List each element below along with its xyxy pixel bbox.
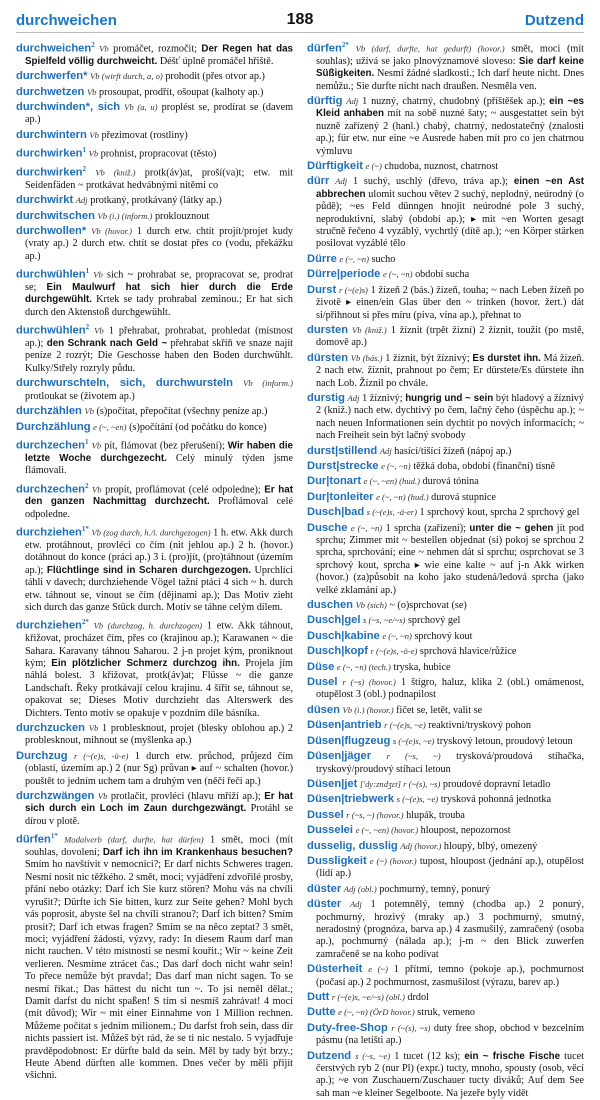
example-translation: Uprchlíci táhli v davech; durchziehende Vögel tažní ptáci 4 sich ~ h. durch etw. táhnout se, vinout se čím (dějinami ap.); Das Motiv zieht sich durch das ganze Stück durch. Motiv se táhne celým dílem. (25, 564, 293, 613)
example-phrase: Es durstet ihn. (472, 352, 541, 364)
page-header (16, 10, 584, 33)
dictionary-entry (307, 253, 584, 266)
dictionary-entry (307, 991, 584, 1004)
entry-translation: 1 durch etw. průchod, průjezd čím (oblastí, územím ap.) 2 (nur Sg) průvan ▸ auf ~ schalten (hovor.) pouštět to jedním uchem tam a druhým ven (něčí řeči ap.) (25, 750, 294, 787)
dictionary-entry (307, 475, 584, 488)
entry-translation: 1 nuzný, chatrný, chudobný (příštěšek ap.); (362, 96, 550, 108)
grammar-info: e (~) (365, 161, 382, 172)
example-translation: ulomit suchou větev 2 suchý, neplodný, neúrodný (o půdě); ~es Feld dünngen hnojit neúrodné pole 3 suchý, neproduktivní, slabý (období ap.); ▸ mit ~en Worten gesagt stručně řečeno 4 vyzáblý, vychrtlý (dítě ap.); ~en Körper stärken posilovat vyzáblé tělo (316, 188, 584, 250)
homonym-number: 2 (91, 41, 95, 49)
grammar-info: s (~s, ~e/~s) (363, 615, 406, 626)
grammar-info: Vb (99, 43, 109, 54)
grammar-info: Adj (75, 195, 88, 206)
dictionary-entry (16, 163, 293, 192)
grammar-info: Adj (hovor.) (400, 840, 442, 851)
grammar-info: Vb (97, 791, 108, 802)
grammar-info: Vb (88, 148, 99, 159)
entry-headword: Dusch|kopf (307, 645, 368, 658)
entry-headword: durchzechen (16, 482, 86, 495)
entry-translation: chudoba, nuznost, chatrnost (384, 161, 499, 173)
entry-headword: Düsen|jet (307, 777, 358, 790)
dictionary-entry (307, 630, 584, 643)
entry-headword: durchwetzen (16, 85, 85, 98)
entry-headword: durchziehen (16, 619, 82, 632)
dictionary-entry (16, 523, 293, 614)
entry-translation: protloukat se (životem ap.) (25, 390, 135, 402)
dictionary-entry (16, 750, 293, 788)
entry-translation: proudové dopravní letadlo (442, 778, 551, 790)
dictionary-entry (307, 750, 584, 776)
homonym-number: 1 (85, 267, 90, 276)
example-translation: Nesmí žádné sladkosti.; Ich darf heute nicht. Dnes nemůžu.; Sie durfte nicht nach draußen. Nesměla ven. (316, 68, 584, 92)
entry-translation: 1 štígro, haluz, klika 2 (obl.) omámenost, otupělost 3 (obl.) podnapilost (316, 677, 585, 701)
entry-headword: Durst (307, 283, 337, 296)
dictionary-entry (16, 480, 293, 522)
grammar-info: Adj (obl.) (343, 883, 377, 894)
example-translation: mít na sobě nuzné šaty; ~ ausgestattet sein být nuzně zařízený 2 (hanl.) chabý, chatrný, nedostatečný (znalosti ap.); für etw. nur eine ~e Ausrede haben mít pro co jen chatrnou výmluvu (316, 108, 584, 157)
example-phrase: hungrig und ~ sein (405, 392, 494, 404)
dictionary-entry (307, 855, 584, 881)
dictionary-entry (16, 421, 293, 434)
entry-translation: propít, proflámovat (celé odpoledne); (105, 483, 265, 495)
dictionary-entry (307, 809, 584, 822)
grammar-info: r (~(e)s) (338, 284, 368, 295)
dictionary-entry (16, 321, 293, 375)
left-column (16, 39, 294, 1082)
grammar-info: Vb (a, u) (124, 102, 158, 113)
entry-translation: 1 smět, moci (mít souhlas, dovolení; (25, 834, 294, 859)
dictionary-entry (16, 616, 293, 720)
entry-translation: 1 žízeň 2 (bás.) žízeň, touha; ~ nach Leben žízeň po životě ▸ einen/ein Glas über den ~ trinken (hovor. žert.) dát si/přihnout si přes míru (piva, vína ap.), přehnat to (316, 284, 585, 321)
entry-translation: hasící/tišící žízeň (nápoj ap.) (394, 445, 512, 457)
right-guide-word: Dutzend (524, 12, 584, 29)
entry-translation: struk, vemeno (417, 1007, 476, 1019)
entry-headword: durchwühlen (16, 324, 86, 337)
grammar-info: r (~(e)s, ~e) (384, 720, 426, 731)
entry-translation: 1 žíznit (trpět žízní) 2 žíznit, toužit (po mstě, domově ap.) (316, 324, 585, 349)
example-phrase: ein ~ frische Fische (464, 1050, 561, 1062)
example-translation: tucet čerstvých ryb 2 (nur Pl) (expr.) tucty, mnoho, spousty (osob, věcí ap.); ~e von Zuschauern/Zuschauer tucty diváků; Auf dem See sah man ~e kleiner Segelboote. Na jezeře byly vidět (316, 1050, 584, 1099)
dictionary-entry (307, 963, 584, 989)
grammar-info: Adj (346, 96, 359, 107)
entry-headword: durchwerfen* (16, 70, 88, 83)
entry-headword: dürfen (307, 42, 342, 55)
entry-translation: 1 problesknout, projet (blesky oblohou ap.) 2 problesknout, mihnout se (myšlenka ap.) (25, 723, 294, 747)
example-translation: Déšť úplně promáčel hřiště. (157, 55, 274, 67)
grammar-info: r (~(e)s, -ü-e) (73, 750, 129, 761)
homonym-number: 1* (50, 832, 58, 841)
example-phrase: einen ~en Ast abbrechen (316, 176, 584, 200)
entry-translation: hloupý, blbý, omezený (443, 840, 538, 852)
dictionary-entry (307, 793, 584, 806)
entry-headword: durchwintern (16, 128, 87, 141)
dictionary-entry (16, 39, 293, 68)
entry-headword: Dutt (307, 991, 330, 1004)
entry-headword: Dusch|kabine (307, 629, 380, 642)
dictionary-entry (307, 95, 584, 158)
example-translation: Proflámoval celé odpoledne. (25, 496, 293, 520)
example-translation: být hladový a žíznivý 2 (kniž.) nach etw. dychtivý po čem, lačný čeho (úspěchu ap.); ~ nach neuen Informationen sein dychtit po nových informacích; ~ nach Freiheit sein být lačný svobody (316, 392, 584, 442)
dictionary-entry (307, 676, 584, 702)
entry-translation: 1 sprcha (zařízení); (385, 522, 470, 534)
grammar-info: e (~, ~n) (hud.) (376, 491, 429, 502)
entry-headword: Dusch|bad (307, 506, 365, 519)
example-phrase: Ein plötzlicher Schmerz durchzog ihn. (51, 657, 240, 669)
entry-headword: Dürftigkeit (307, 160, 363, 173)
entry-headword: dürsten (307, 351, 349, 364)
entry-translation: protkaný, protkávaný (látky ap.) (90, 195, 222, 207)
entry-headword: durchwurschteln, sich, durchwursteln (16, 377, 233, 390)
entry-headword: Dürre (307, 252, 337, 265)
grammar-info: e (~, ~n) (339, 253, 369, 264)
entry-headword: Düse (307, 660, 335, 673)
grammar-info: Vb (kniž.) (95, 167, 136, 178)
example-translation: Projela jím náhlá bolest. 3 křižovat, protk(áv)at; Flüsse ~ die ganze Landschaft. Řeky protkávají celou krajinu. 4 šířit se, táhnout se, opakovat se; Dieses Motiv durchzieht das Alterswerk des Dichters. Tento motiv se opakuje v pozdním díle básníka. (25, 657, 293, 719)
entry-translation: (s)počítat, přepočítat (všechny peníze ap.) (96, 406, 268, 418)
example-phrase: Wir haben die letzte Woche durchgezecht. (25, 440, 294, 464)
grammar-info: Vb (darf, durfte, hat gedurft) (hovor.) (355, 43, 505, 54)
entry-headword: dursten (307, 323, 349, 336)
dictionary-entry (307, 392, 584, 443)
grammar-info: r (~(e)s, -ö-e) (370, 646, 418, 657)
grammar-info: r (~(e)s, ~e/~s) (obl.) (331, 992, 405, 1003)
entry-headword: düster (307, 898, 342, 911)
grammar-info: e (~) (368, 964, 388, 975)
entry-translation: fičet se, letět, valit se (396, 704, 483, 716)
grammar-info: ['dy:zndʒɛt] r (~(s), ~s) (359, 778, 441, 789)
dictionary-entry (16, 265, 293, 319)
entry-headword: Durchzug (16, 749, 68, 762)
entry-translation: 1 durch etw. chtít projít/projet kudy (vraty ap.) 2 durch etw. chtít se dostat přes co (vodu, překážku ap.) (25, 226, 294, 262)
entry-headword: dürfen (16, 833, 51, 846)
example-translation: Celý minulý týden jsme flámovali. (25, 452, 293, 477)
grammar-info: e (~, ~n) (ÖrD hovor.) (338, 1007, 415, 1018)
entry-translation: sprchový gel (407, 615, 461, 627)
homonym-number: 1 (85, 437, 89, 446)
entry-headword: durchwitschen (16, 209, 95, 222)
dictionary-entry (16, 194, 293, 207)
entry-headword: durchzucken (16, 722, 86, 735)
entry-headword: durchwirken (16, 166, 83, 179)
entry-headword: dürr (307, 175, 330, 188)
grammar-info: e (~, ~n) (382, 269, 413, 280)
example-translation: Protáhl se dírou v plotě. (25, 803, 293, 827)
dictionary-entry (307, 898, 584, 961)
dictionary-entry (307, 39, 584, 93)
entry-translation: durová tónina (422, 476, 479, 488)
dictionary-entry (307, 883, 584, 896)
entry-translation: tryskový letoun, proudový letoun (436, 735, 573, 747)
grammar-info: r (~(s), ~s) (391, 1022, 431, 1033)
entry-headword: Dusch|gel (307, 614, 361, 627)
entry-headword: duschen (307, 599, 354, 612)
grammar-info: r (~s) (hovor.) (342, 677, 396, 688)
grammar-info: Vb (bás.) (350, 352, 383, 363)
grammar-info: e (~, ~n) (tech.) (336, 661, 391, 672)
grammar-info: Vb (84, 406, 94, 417)
grammar-info: e (~, ~n) (350, 522, 383, 533)
entry-headword: Düsen|antrieb (307, 719, 382, 732)
entry-translation: 1 přehrabat, prohrabat, prohledat (místnost ap.); (25, 325, 294, 350)
entry-translation: období sucha (415, 269, 470, 281)
entry-headword: Dussel (307, 808, 344, 821)
grammar-info: s (~s, ~e) (355, 1050, 391, 1061)
dictionary-entry (16, 101, 293, 127)
entry-headword: Duty-free-Shop (307, 1021, 388, 1034)
grammar-info: e (~, ~en) (hovor.) (355, 825, 419, 836)
grammar-info: Vb (durchzog, h. durchzogen) (93, 620, 203, 631)
entry-translation: trysková/proudová stíhačka, tryskový/proudový stíhací letoun (316, 751, 584, 775)
dictionary-entry (307, 614, 584, 627)
grammar-info: Vb (89, 129, 99, 140)
dictionary-entry (307, 460, 584, 473)
dictionary-entry (16, 830, 293, 1083)
grammar-info: e (~, ~n) (382, 630, 412, 641)
grammar-info: Vb (i.) (inform.) (97, 210, 153, 221)
entry-headword: durchwirkt (16, 194, 74, 207)
entry-translation: ~ (o)sprchovat (se) (389, 600, 467, 612)
grammar-info: Vb (i.) (hovor.) (342, 704, 394, 715)
grammar-info: e (~, ~en) (93, 421, 127, 432)
entry-headword: durchziehen (16, 526, 82, 539)
grammar-info: Vb (93, 269, 103, 280)
dictionary-entry (307, 1050, 584, 1100)
dictionary-entry (16, 144, 293, 161)
dictionary-entry (16, 377, 293, 403)
entry-translation: hlupák, trouba (406, 809, 465, 821)
entry-translation: 1 sprchový kout, sprcha 2 sprchový gel (419, 507, 580, 519)
entry-translation: (s)počítání (od počátku do konce) (129, 421, 267, 433)
homonym-number: 2 (82, 165, 87, 174)
example-phrase: ein ~es Kleid anhaben (316, 96, 584, 120)
grammar-info: s (~(e)s, ~e) (396, 794, 439, 805)
entry-translation: sucho (371, 253, 396, 265)
entry-translation: protlačit, provléci (hlavu mříží ap.); (110, 791, 265, 803)
right-column (307, 39, 585, 1099)
entry-translation: 1 žíznit, být žíznivý; (385, 352, 473, 364)
example-phrase: Ein Maulwurf hat sich hier durch die Erde durchgewühlt. (25, 282, 293, 306)
entry-headword: durchweichen (16, 42, 92, 55)
example-translation: Smím ho navštívit v nemocnici?; Er darf nichts Schweres tragen. Nesmí nosit nic těžkého. 2 smět, moci; vyjádření zdvořilé prosby, přání nebo otázky: Darf ich Sie kurz stören? Mohu vás na chvíli vyrušit?; Dürfte ich Sie bitten, kurz zur Seite gehen? Mohl bych vás poprosit, abyste šel na chvíli stranou?; Darf ich bitten? Smím prosit?; Darf ich etwas fragen? Smím se na něco zeptat? 3 smět, moci; vyjádření žádosti, výzvy, rady: In diesem Raum darf man nicht rauchen. V této místnosti se nesmí kouřit.; Wir ~ keine Zeit verlieren. Nesmíme ztrácet čas.; Das darf doch nicht wahr sein! To přece nemůže být pravda!; Das darf man nicht sagen. To se nesmí říkat.; Das hättest du nicht tun ~. To jsi neměl dělat.; Damit darfst du nicht spaßen! S tím si nesmíš zahrávat! 4 moci (mít důvod); Wir ~ mit einer Einnahme von 1 Million rechnen. Můžeme počítat s jedním milionem.; Du darfst froh sein, dass dir nichts passiert ist. Můžeš být rád, že se ti nic nestalo. 5 vyjadřuje pravděpodobnost: Er dürfte bald da sein. Měl by tady být brzy.; Heute Abend dürften alle kommen. Dnes večer by měli přijít všichni. (25, 859, 293, 1082)
entry-translation: sprchový kout (414, 630, 473, 642)
entry-translation: 1 h. etw. Akk durch etw. protáhnout, provléci co čím (nit jehlou ap.) 2 h. (hovor.) dotáhnout do konce (práci ap.) 3 i. (pro)jít, (pro)táhnout (územím ap.); (25, 527, 294, 576)
grammar-info: Adj (335, 176, 348, 187)
entry-translation: promáčet, rozmočit; (113, 43, 202, 55)
example-phrase: Er hat den ganzen Nachmittag durchzecht. (25, 483, 293, 508)
entry-translation: drdol (407, 992, 429, 1004)
dictionary-entry (307, 268, 584, 281)
example-translation: jít pod sprchu; Zimmer mit ~ bestellen objednat (si) pokoj se sprchou 2 sprcha, sprchování; eine ~ nehmen dát si sprchu; osprchovat se 3 sprchový kout, sprcha ▸ wie eine kalte ~ auf j-n Akk wirken (hovor.) (za)působit na koho jako studená/ledová sprcha (jako velké zklamání ap.) (316, 522, 584, 596)
entry-translation: tryska, hubice (393, 661, 451, 673)
dictionary-entry (307, 824, 584, 837)
example-translation: přehrabat skříň ve snaze najít peníze 2 rozrýt; Die Geschosse haben den Boden durchwühlt. Kulky/Střely rozryly půdu. (25, 338, 293, 374)
entry-headword: Düsen|jäger (307, 750, 372, 763)
grammar-info: Vb (sich) (355, 600, 387, 611)
grammar-info: Adj (349, 899, 362, 910)
entry-headword: durchwirken (16, 147, 83, 160)
grammar-info: Vb (zog durch, h./i. durchgezogen) (91, 527, 211, 538)
dictionary-entry (307, 491, 584, 504)
example-phrase: Der Regen hat das Spielfeld völlig durchweicht. (25, 43, 293, 67)
entry-headword: Dusche (307, 521, 348, 534)
dictionary-entry (16, 790, 293, 828)
example-phrase: Flüchtlinge sind in Scharen durchgezogen. (46, 564, 252, 576)
dictionary-entry (307, 645, 584, 658)
grammar-info: Adj (347, 392, 360, 403)
dictionary-entry (16, 225, 293, 263)
entry-translation: sprchová hlavice/růžice (419, 646, 517, 658)
entry-headword: dürftig (307, 95, 343, 108)
entry-headword: Dusselei (307, 824, 354, 837)
left-guide-word: durchweichen (16, 12, 117, 29)
entry-translation: těžká doba, období (finanční) tísně (413, 460, 555, 472)
dictionary-entry (307, 719, 584, 732)
entry-translation: 1 tucet (12 ks); (394, 1050, 465, 1062)
homonym-number: 2* (341, 41, 349, 49)
entry-translation: sich ~ prohrabat se, propracovat se, prodrat se; (25, 269, 293, 294)
grammar-info: r (~s, ~) (386, 751, 441, 762)
dictionary-entry (16, 210, 293, 223)
dictionary-entry (307, 704, 584, 717)
entry-translation: smět, moci (mít souhlas); užívá se jako plnovýznamové sloveso: (316, 43, 585, 67)
entry-headword: Dur|tonleiter (307, 490, 374, 503)
entry-headword: Dutte (307, 1006, 336, 1019)
entry-translation: protk(áv)at, proší(va)t; etw. mit Seidenfäden ~ protkávat hedvábnými nitěmi co (25, 167, 294, 191)
entry-translation: přezimovat (rostliny) (101, 129, 188, 141)
grammar-info: Vb (hovor.) (91, 226, 133, 237)
entry-translation: reaktivní/tryskový pohon (428, 720, 531, 732)
example-phrase: Darf ich ihn im Krankenhaus besuchen? (102, 847, 293, 859)
entry-headword: durstig (307, 391, 345, 404)
dictionary-entry (16, 70, 293, 83)
dictionary-entry (307, 840, 584, 853)
grammar-info: Vb (91, 440, 102, 451)
grammar-info: Vb (86, 86, 97, 97)
grammar-info: e (~, ~n) (381, 460, 411, 471)
dictionary-entry (307, 522, 584, 597)
homonym-number: 2 (85, 481, 89, 490)
entry-headword: düsen (307, 703, 340, 716)
entry-headword: Dusel (307, 676, 338, 689)
dictionary-entry (16, 436, 293, 478)
example-translation: Má žízeň. 2 nach etw. žíznit, prahnout po čem; Er dürstete/Es dürstete ihn nach Lob. Žíznil po chvále. (316, 352, 585, 389)
dictionary-entry (307, 661, 584, 674)
grammar-info: r (~s, ~) (hovor.) (346, 809, 404, 820)
dictionary-entry (307, 284, 584, 322)
dictionary-entry (307, 352, 584, 390)
example-phrase: Er hat sich durch ein Loch im Zaun durchgezwängt. (25, 791, 293, 815)
entry-headword: Düsen|triebwerk (307, 793, 395, 806)
dictionary-entry (307, 599, 584, 612)
dictionary-entry (307, 735, 584, 748)
entry-headword: durchzwängen (16, 790, 95, 803)
entry-headword: durchzechen (16, 439, 86, 452)
grammar-info: e (~) (hovor.) (369, 855, 417, 866)
dictionary-entry (307, 445, 584, 458)
homonym-number: 2* (81, 618, 89, 627)
entry-translation: 1 žíznivý; (362, 392, 406, 404)
grammar-info: Vb (92, 483, 102, 494)
grammar-info: Vb (wirft durch, a, o) (90, 71, 163, 82)
entry-headword: Dutzend (307, 1049, 352, 1062)
entry-translation: duty free shop, obchod v bezcelním pásmu (na letišti ap.) (316, 1022, 584, 1047)
entry-translation: pochmurný, temný, ponurý (379, 883, 491, 895)
dictionary-entry (307, 1006, 584, 1019)
example-translation: Krtek se tady prohrabal zeminou.; Er hat sich durch den Aktenstoß durchgewühlt. (25, 294, 293, 318)
homonym-number: 1 (82, 146, 87, 155)
grammar-info: Vb (inform.) (243, 378, 293, 389)
dictionary-entry (307, 506, 584, 519)
entry-translation: pít, flámovat (bez přerušení); (104, 440, 228, 452)
dictionary-entry (307, 778, 584, 791)
entry-translation: prohnist, propracovat (těsto) (100, 148, 217, 160)
entry-columns (16, 39, 585, 1099)
entry-headword: Dürre|periode (307, 268, 381, 281)
entry-headword: Durchzählung (16, 420, 91, 433)
homonym-number: 2 (85, 323, 90, 332)
dictionary-entry (16, 86, 293, 99)
homonym-number: 1* (81, 525, 89, 534)
entry-translation: 1 suchý, uschlý (dřevo, tráva ap.); (352, 176, 514, 188)
example-phrase: den Schrank nach Geld ~ (46, 338, 168, 350)
entry-translation: prosoupat, prodřít, ošoupat (kalhoty ap.) (99, 86, 264, 98)
dictionary-entry (16, 722, 293, 748)
example-phrase: Sie darf keine Süßigkeiten. (316, 55, 584, 80)
entry-translation: hloupost, nepozornost (420, 825, 511, 837)
grammar-info: s (~(e)s, -ä-er) (366, 507, 417, 518)
example-phrase: unter die ~ gehen (469, 522, 554, 534)
entry-headword: durchwollen* (16, 225, 87, 238)
entry-translation: 1 přítmí, temno (pokoje ap.), pochmurnost (počasí ap.) 2 pochmurnost, zasmušilost (výrazu, barev ap.) (316, 964, 584, 988)
dictionary-entry (307, 324, 584, 350)
grammar-info: Adj (379, 445, 392, 456)
entry-translation: 1 potemnělý, temný (chodba ap.) 2 ponurý, pochmurný, hrozivý (mraky ap.) 3 pochmurný, smutný, neradostný (prognóza, barva ap.) 4 zasmušilý, zamračený (osoba ap.), pochmurný (nálada ap.); j-m ~ den Blick zuwerfen zamračeně se na koho podívat (316, 899, 584, 960)
entry-translation: proklouznout (154, 210, 210, 222)
grammar-info: Vb (kniž.) (351, 324, 387, 335)
dictionary-entry (16, 405, 293, 418)
page-number: 188 (286, 11, 314, 28)
entry-headword: Düsterheit (307, 963, 363, 976)
entry-headword: durst|stillend (307, 444, 378, 457)
dictionary-entry (16, 129, 293, 142)
entry-headword: durchwühlen (16, 268, 86, 281)
grammar-info: Vb (88, 723, 99, 734)
entry-headword: düster (307, 882, 342, 895)
dictionary-entry (307, 1022, 584, 1048)
entry-headword: Düsen|flugzeug (307, 734, 391, 747)
grammar-info: Modalverb (darf, durfte, hat dürfen) (64, 834, 204, 845)
grammar-info: e (~, ~en) (hud.) (363, 476, 420, 487)
entry-headword: durchwinden*, sich (16, 101, 121, 114)
grammar-info: s (~(e)s, ~e) (392, 735, 435, 746)
entry-headword: Durst|strecke (307, 459, 379, 472)
dictionary-entry (307, 160, 584, 173)
entry-headword: durchzählen (16, 405, 82, 418)
entry-headword: dusselig, dusslig (307, 839, 398, 852)
dictionary-entry (307, 175, 584, 250)
entry-translation: proplést se, prodírat se (davem ap.) (25, 102, 294, 126)
entry-translation: tupost, hloupost (jednání ap.), otupělost (lidí ap.) (316, 855, 585, 880)
entry-translation: 1 etw. Akk táhnout, křižovat, procházet čím, přes co (krajinou ap.); Karawanen ~ die Sahara. Karavany táhnou Saharou. 2 j-n projet kým, proniknout kým; (25, 620, 294, 669)
grammar-info: Vb (94, 325, 104, 336)
entry-headword: Dur|tonart (307, 475, 362, 488)
entry-translation: trysková pohonná jednotka (440, 794, 552, 806)
entry-headword: Dussligkeit (307, 854, 367, 867)
entry-translation: durová stupnice (431, 491, 496, 503)
entry-translation: prohodit (přes otvor ap.) (165, 71, 265, 83)
